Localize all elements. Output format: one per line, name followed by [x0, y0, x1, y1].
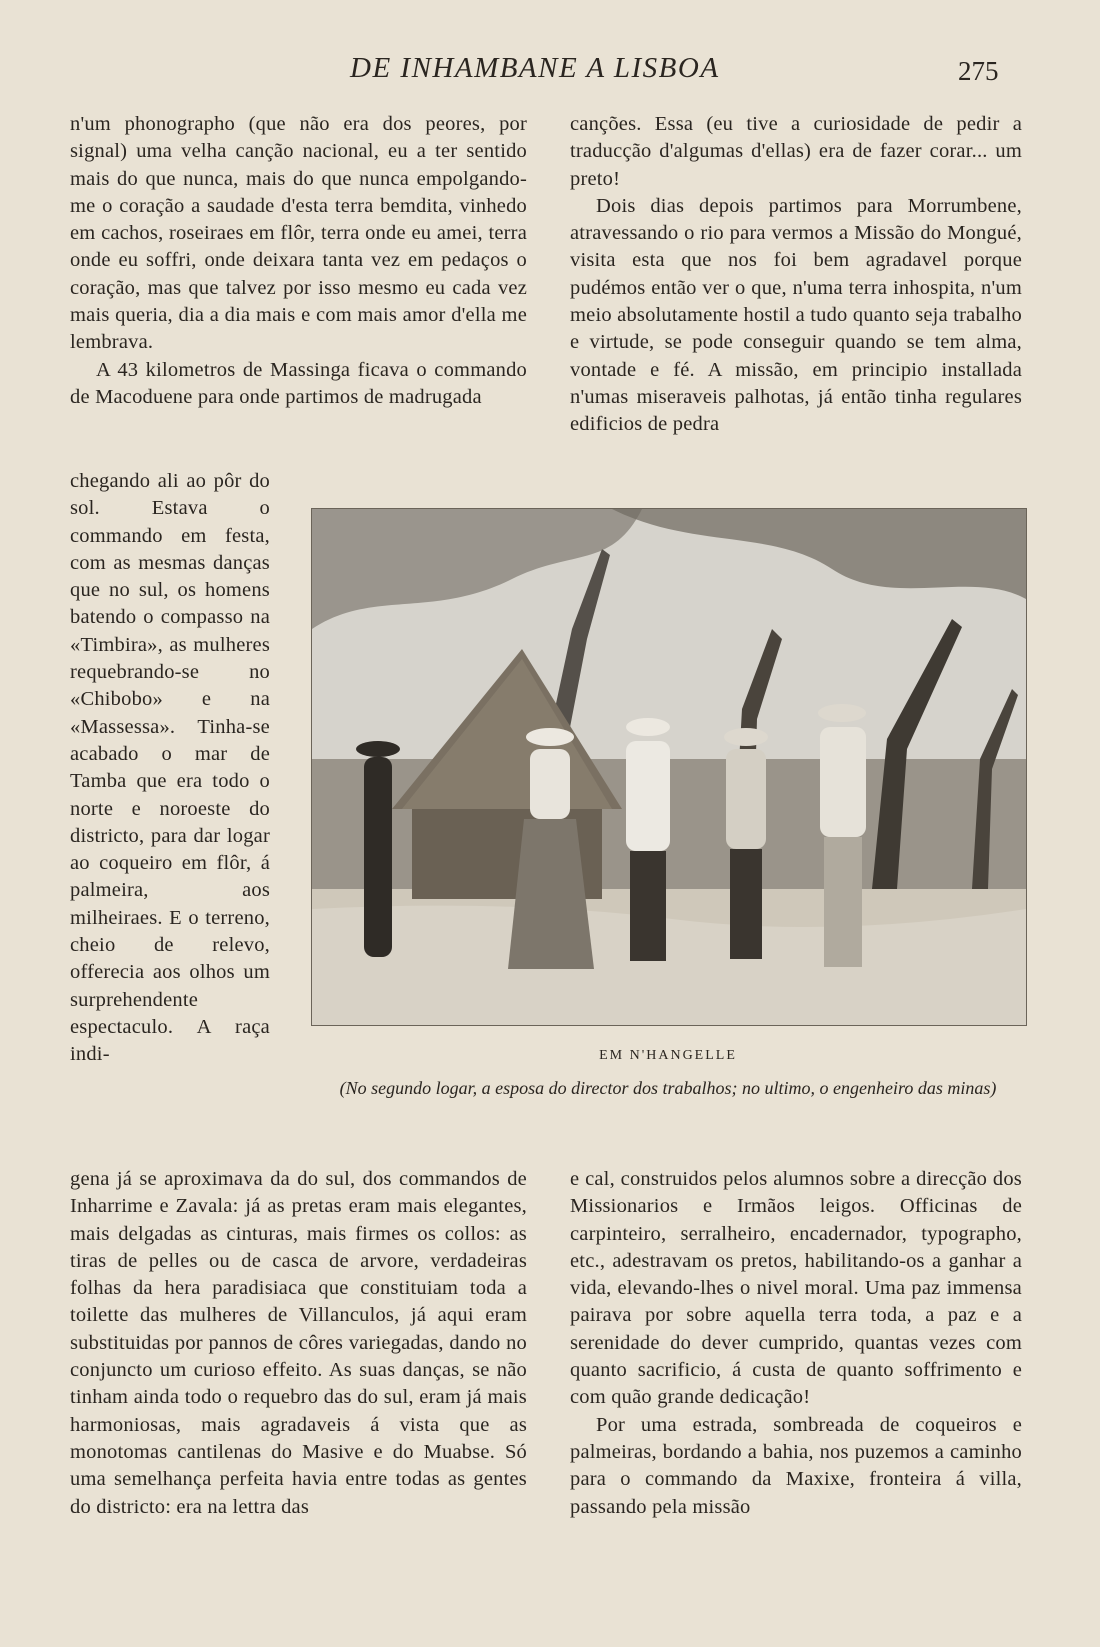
left-column-bottom — [70, 1166, 527, 1521]
figure-caption-note: (No segundo logar, a esposa do director dos trabalhos; no ultimo, o engenheiro das minas) — [339, 1078, 997, 1098]
paragraph: e cal, construidos pelos alumnos sobre a direcção dos Missionarios e Irmãos leigos. Officinas de carpinteiro, serralheiro, encadernador, typographo, etc., adestravam os pretos, habilitando-os a ganhar a vida, elevando-lhes o nivel moral. Uma paz immensa pairava por sobre aquella terra toda, a paz e a serenidade do dever cumprido, quantas vezes com quanto sacrificio, á custa de quanto soffrimento e com quão grande dedicação! — [570, 1168, 1022, 1409]
page-number: 275 — [958, 56, 999, 86]
running-title: DE INHAMBANE A LISBOA — [350, 52, 720, 84]
paragraph: Por uma estrada, sombreada de coqueiros e palmeiras, bordando a bahia, nos puzemos a caminho para o commando da Maxixe, fronteira á villa, passando pela missão — [570, 1413, 1022, 1518]
figure-caption-title: EM N'HANGELLE — [599, 1048, 737, 1063]
paragraph: chegando ali ao pôr do sol. Estava o commando em festa, com as mesmas danças que no sul, os homens batendo o compasso na «Timbira», as mulheres requebrando-se no «Chibobo» e na «Massessa». Tinha-se acabado o mar de Tamba que era todo o norte e noroeste do districto, para dar logar ao coqueiro em flôr, á palmeira, aos milheiraes. E o terreno, cheio de relevo, offerecia aos olhos um surprehendente espectaculo. A raça indi- — [70, 470, 270, 1066]
page-header — [0, 52, 1100, 88]
paragraph: gena já se aproximava da do sul, dos commandos de Inharrime e Zavala: já as pretas eram mais elegantes, mais delgadas as cinturas, mais firmes os collos: as tiras de pelles ou de casca de arvore, verdadeiras folhas da hera paradisiaca que constituiam toda a toilette das mulheres de Villanculos, já aqui eram substituidas por pannos de côres variegadas, dando no conjuncto um curioso effeito. As suas danças, se não tinham ainda todo o requebro das do sul, eram já mais harmoniosas, mais agradaveis á vista que as monotomas cantilenas do Masive e do Muabse. Só uma semelhança perfeita havia entre todas as gentes do districto: era na lettra das — [70, 1168, 527, 1518]
left-column-top — [70, 111, 527, 411]
paragraph: n'um phonographo (que não era dos peores, por signal) uma velha canção nacional, eu a ter sentido mais do que nunca, mais do que nunca empolgando-me o coração a saudade d'esta terra bemdita, vinhedo em cachos, roseiraes em flôr, terra onde eu amei, terra onde eu soffri, onde deixara tanta vez em pedaços o coração, mas que talvez por isso mesmo eu cada vez mais queria, dia a dia mais e com mais amor d'ella me lembrava. — [70, 113, 527, 354]
paragraph: A 43 kilometros de Massinga ficava o commando de Macoduene para onde partimos de madrugada — [70, 358, 527, 408]
paragraph: canções. Essa (eu tive a curiosidade de pedir a traducção d'algumas d'ellas) era de fazer corar... um preto! — [570, 113, 1022, 190]
photograph-illustration — [312, 509, 1026, 1025]
right-column-bottom — [570, 1166, 1022, 1521]
right-column-top — [570, 111, 1022, 439]
left-narrow-column — [70, 468, 270, 1069]
paragraph: Dois dias depois partimos para Morrumbene, atravessando o rio para vermos a Missão do Mongué, visita esta que nos foi bem agradavel porque pudémos então ver o que, n'uma terra inhospita, n'um meio absolutamente hostil a tudo quanto seja trabalho e virtude, se pode conseguir quando se tem alma, vontade e fé. A missão, em principio installada n'umas miseraveis palhotas, já então tinha regulares edificios de pedra — [570, 194, 1022, 436]
photograph — [311, 508, 1027, 1026]
